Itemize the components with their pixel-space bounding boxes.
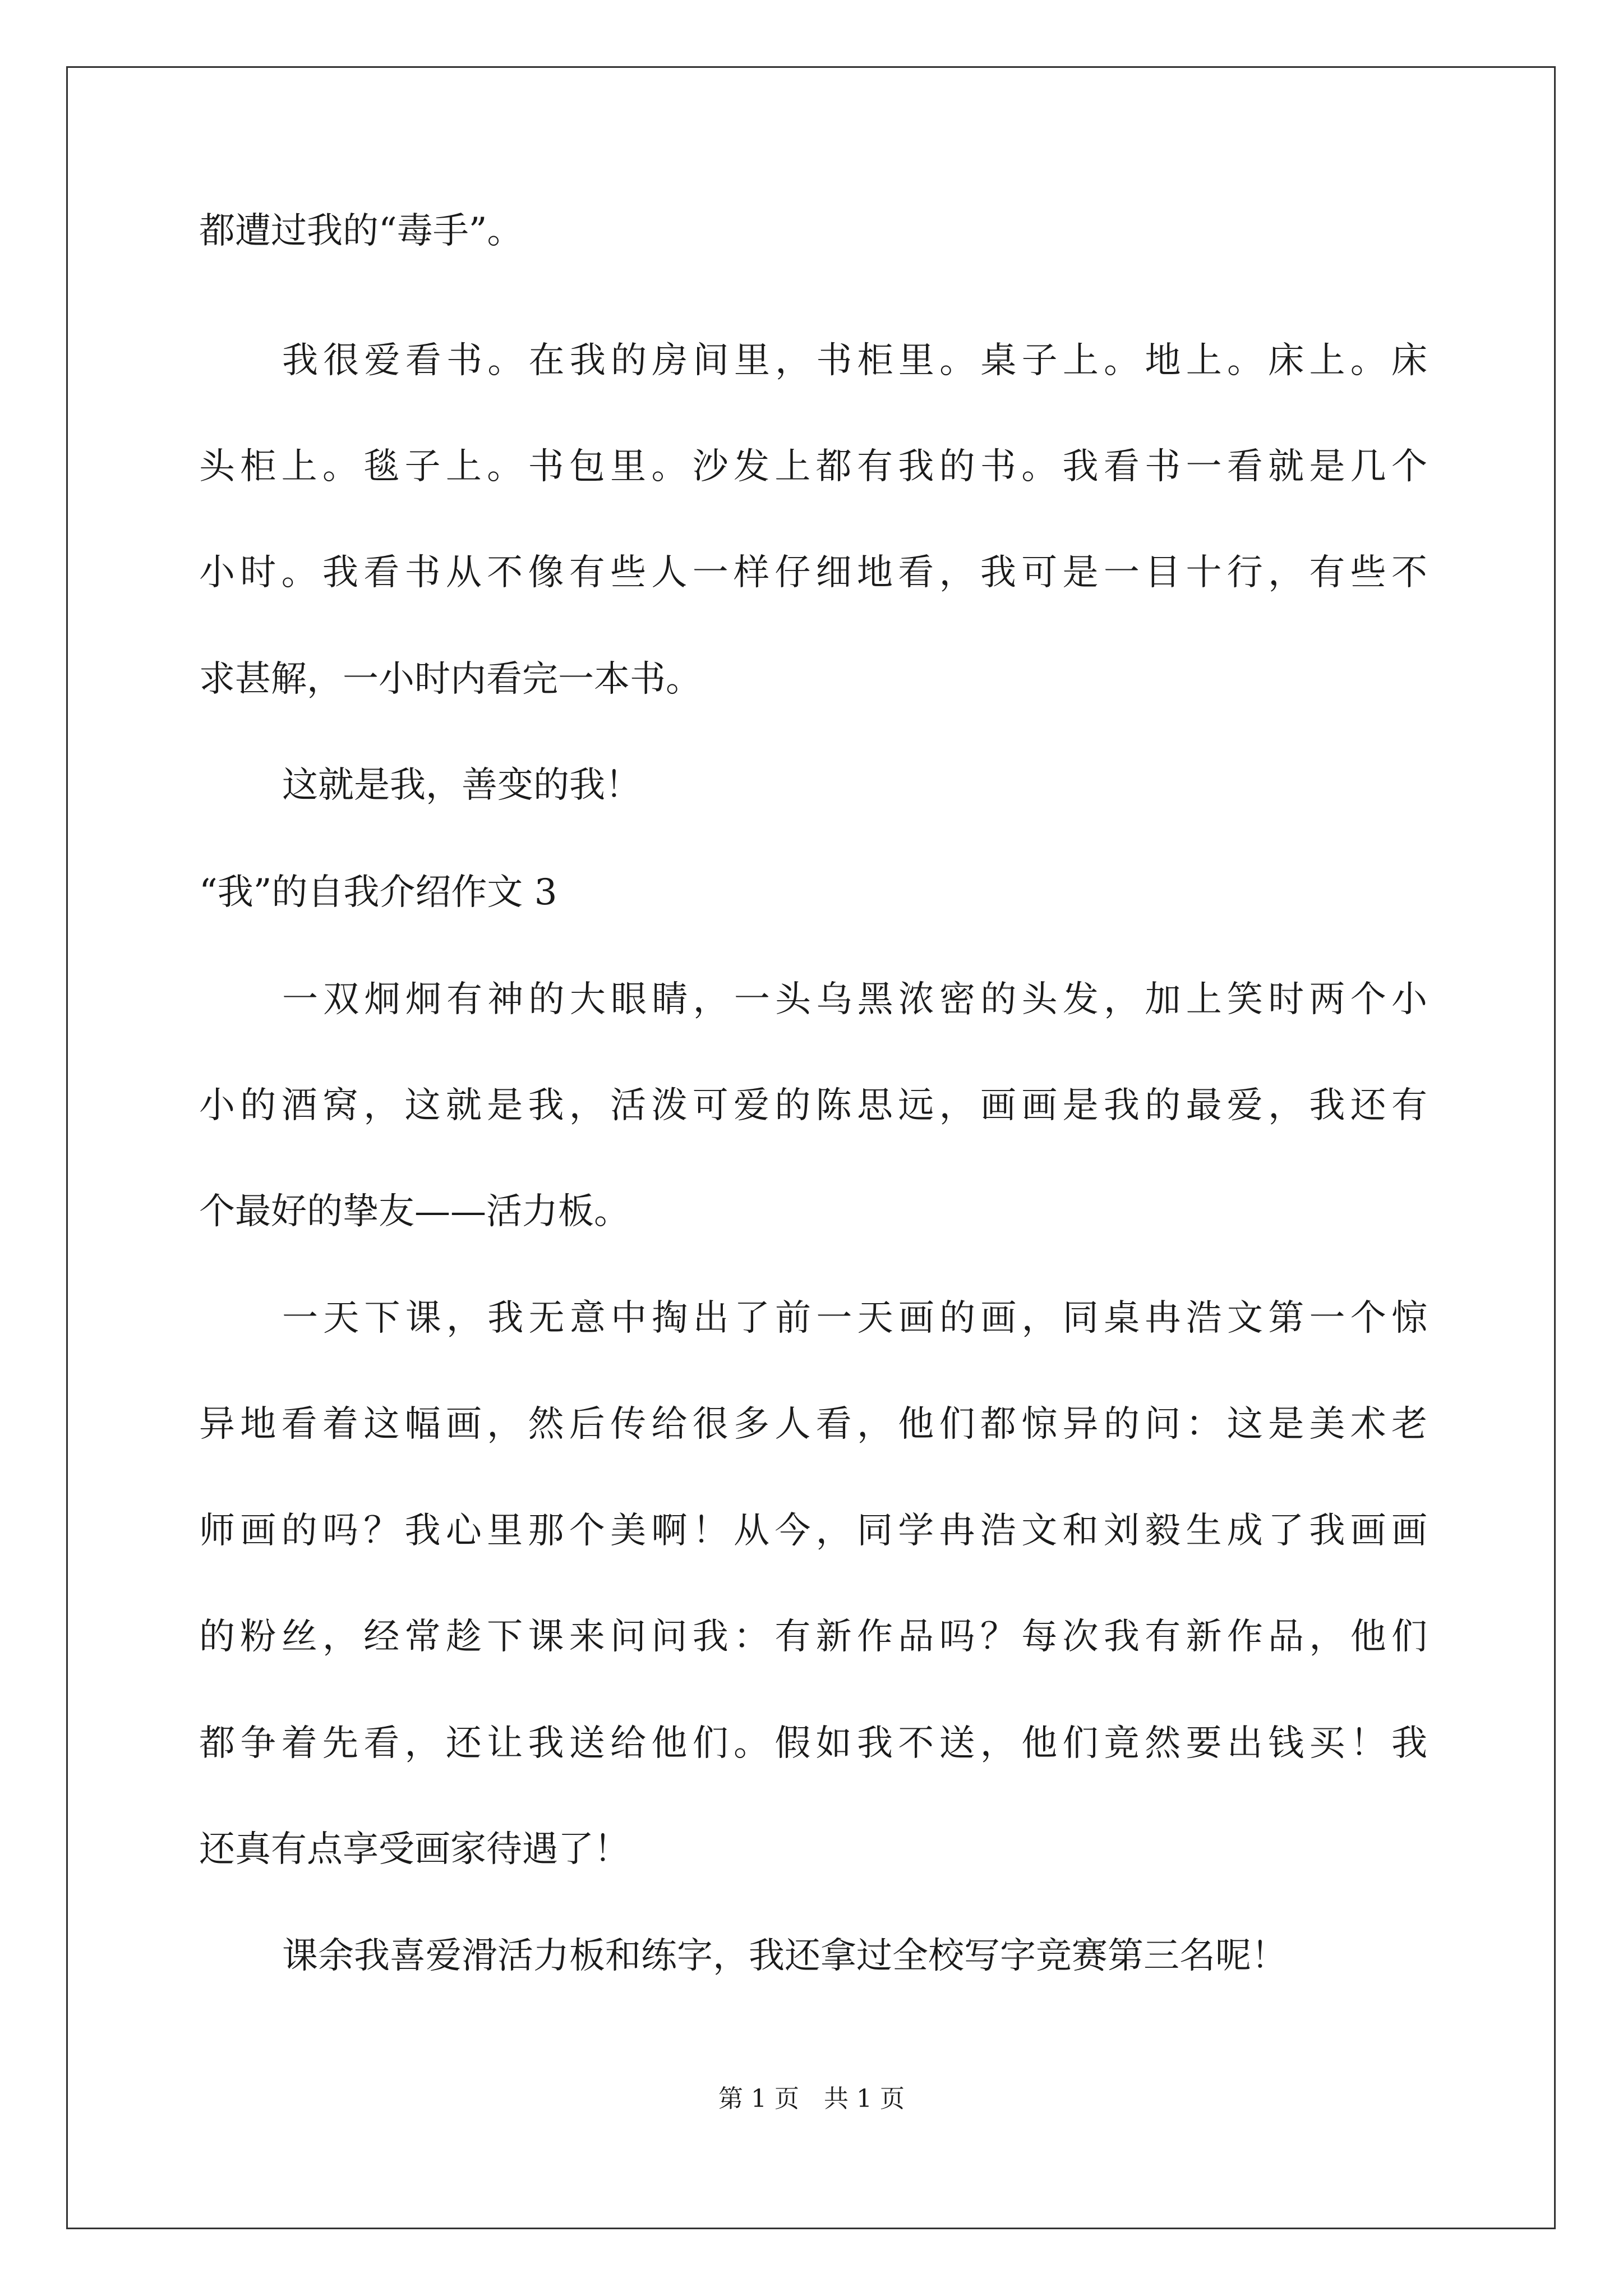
paragraph-line: 的粉丝，经常趁下课来问问我：有新作品吗？每次我有新作品，他们 bbox=[199, 1616, 1427, 1658]
paragraph-line: 这就是我，善变的我！ bbox=[282, 765, 641, 806]
page-footer bbox=[0, 2082, 1623, 2116]
paragraph-line: 头柜上。毯子上。书包里。沙发上都有我的书。我看书一看就是几个 bbox=[199, 446, 1427, 487]
page-number-total: 共 1 页 bbox=[824, 2085, 905, 2113]
paragraph-line: 都争着先看，还让我送给他们。假如我不送，他们竟然要出钱买！我 bbox=[199, 1723, 1427, 1764]
paragraph-line: 还真有点享受画家待遇了！ bbox=[199, 1829, 630, 1870]
paragraph-line: 个最好的挚友——活力板。 bbox=[199, 1191, 630, 1232]
paragraph-line: 课余我喜爱滑活力板和练字，我还拿过全校写字竞赛第三名呢！ bbox=[282, 1935, 1287, 1977]
page-border bbox=[66, 66, 1556, 2229]
page-number-current: 第 1 页 bbox=[718, 2085, 799, 2113]
paragraph-line: 求甚解，一小时内看完一本书。 bbox=[199, 659, 702, 700]
section-heading: “我”的自我介绍作文 3 bbox=[199, 872, 557, 913]
paragraph-line: 异地看着这幅画，然后传给很多人看，他们都惊异的问：这是美术老 bbox=[199, 1404, 1427, 1445]
paragraph-line: 小的酒窝，这就是我，活泼可爱的陈思远，画画是我的最爱，我还有 bbox=[199, 1085, 1427, 1126]
paragraph-line: 都遭过我的“毒手”。 bbox=[199, 210, 523, 252]
paragraph-line: 一双炯炯有神的大眼睛，一头乌黑浓密的头发，加上笑时两个小 bbox=[282, 979, 1427, 1020]
paragraph-line: 一天下课，我无意中掏出了前一天画的画，同桌冉浩文第一个惊 bbox=[282, 1297, 1427, 1339]
paragraph-line: 我很爱看书。在我的房间里，书柜里。桌子上。地上。床上。床 bbox=[282, 340, 1427, 381]
paragraph-line: 师画的吗？我心里那个美啊！从今，同学冉浩文和刘毅生成了我画画 bbox=[199, 1510, 1427, 1552]
paragraph-line: 小时。我看书从不像有些人一样仔细地看，我可是一目十行，有些不 bbox=[199, 552, 1427, 593]
